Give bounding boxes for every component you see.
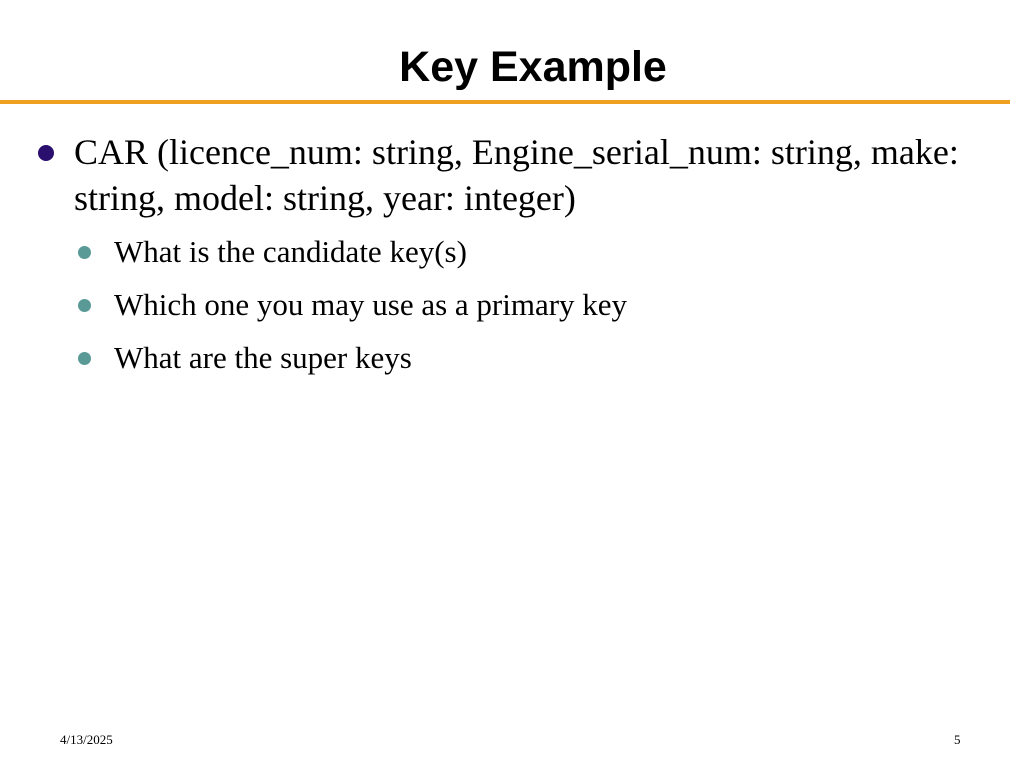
- sub-bullet-item: [0, 336, 1024, 389]
- footer-date: 4/13/2025: [60, 732, 113, 747]
- sub-bullet-list: [0, 230, 1024, 389]
- sub-bullet-text: What are the super keys: [114, 340, 412, 375]
- sub-bullet-dot-icon: [78, 299, 91, 312]
- main-bullet-dot-icon: [38, 145, 54, 161]
- sub-bullet-item: [0, 230, 1024, 283]
- main-bullet-text: CAR (licence_num: string, Engine_serial_num: string, make: string, model: string, year: integer): [74, 132, 959, 218]
- slide-title: Key Example: [399, 43, 667, 91]
- sub-bullet-dot-icon: [78, 246, 91, 259]
- sub-bullet-dot-icon: [78, 352, 91, 365]
- page-number: 5: [954, 732, 961, 747]
- sub-bullet-text: Which one you may use as a primary key: [114, 287, 628, 322]
- title-divider: [0, 100, 1010, 104]
- sub-bullet-text: What is the candidate key(s): [114, 234, 467, 269]
- sub-bullet-item: [0, 283, 1024, 336]
